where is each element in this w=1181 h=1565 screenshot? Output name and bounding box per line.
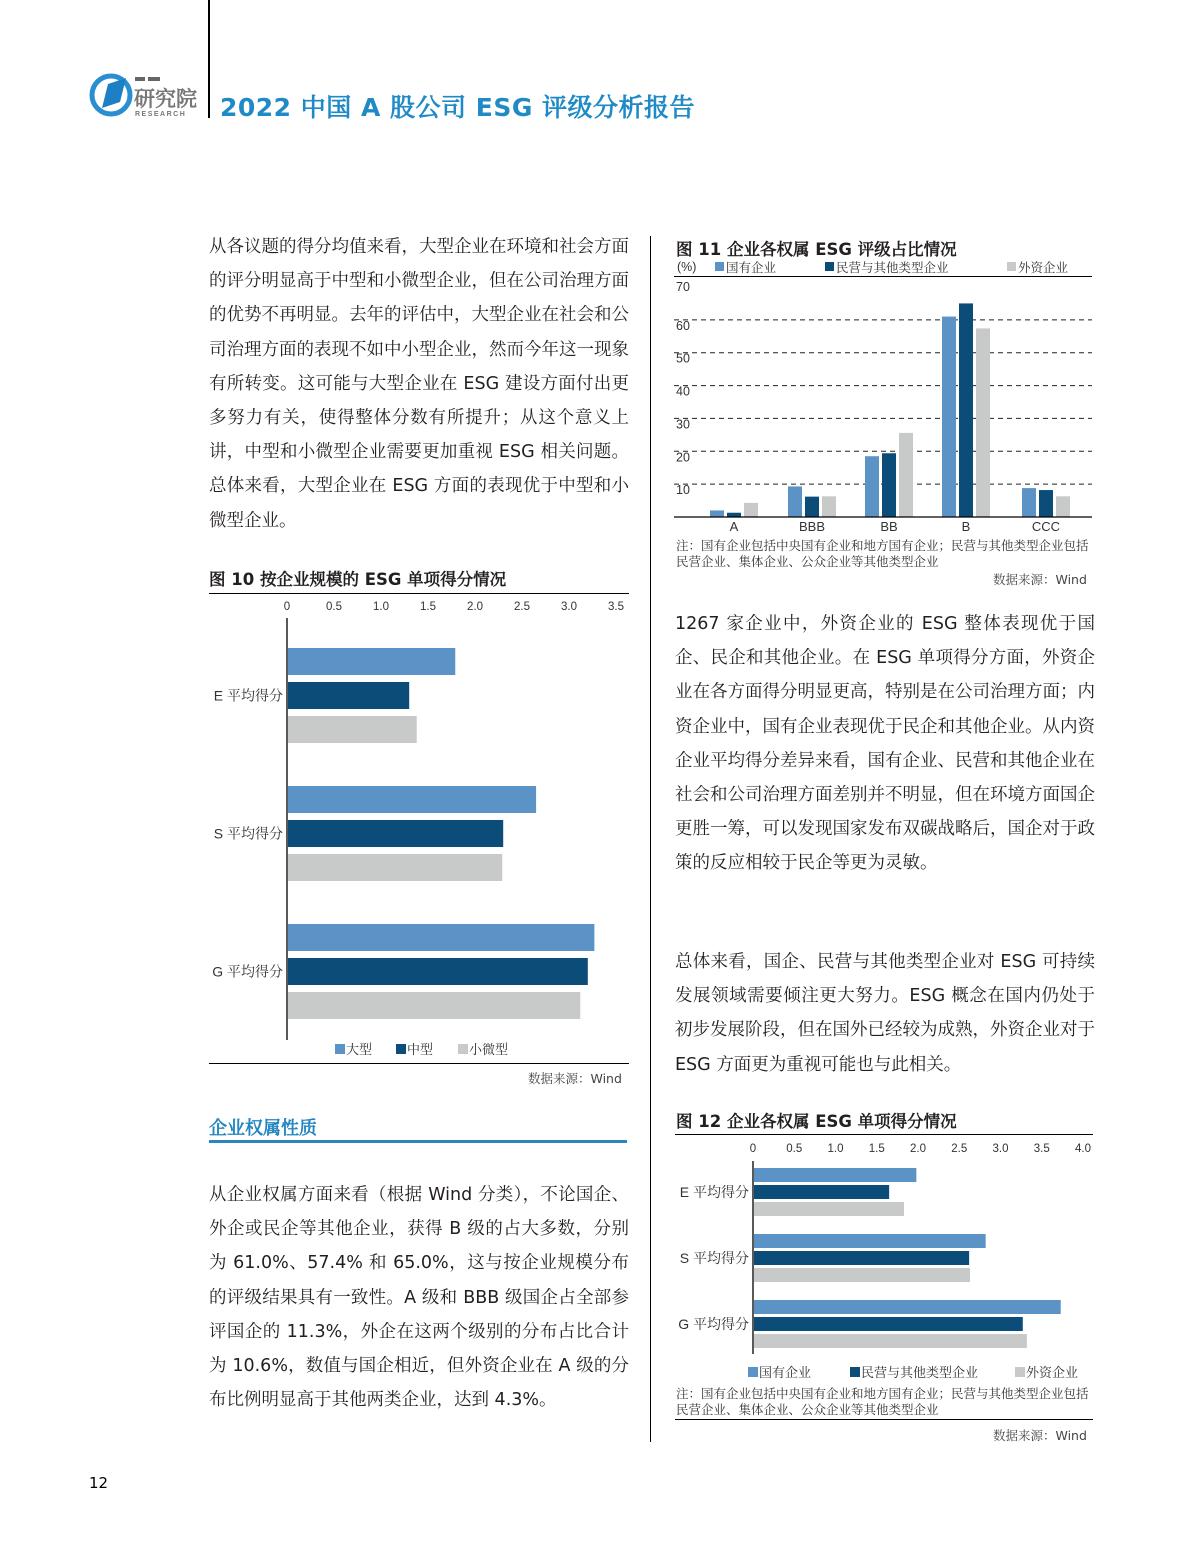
category-label: S 平均得分 (679, 1250, 749, 1266)
section-heading-rule (209, 1140, 627, 1143)
bar (288, 958, 588, 985)
bar (1039, 490, 1053, 517)
legend-swatch (335, 1044, 345, 1054)
logo (88, 72, 206, 118)
figure-11-chart (670, 256, 1095, 538)
bar (288, 854, 502, 881)
x-tick-label: BBB (798, 519, 826, 534)
y-tick-label: 40 (676, 384, 690, 399)
bar (754, 1334, 1027, 1348)
page-number: 12 (89, 1474, 109, 1492)
bar (805, 497, 819, 517)
diamond-swoosh-logo-icon (88, 72, 206, 118)
x-tick-label: 2.0 (910, 1143, 926, 1155)
x-tick-label: 2.5 (951, 1143, 968, 1155)
x-tick-label: 1.0 (373, 601, 389, 613)
logo-text: 研究院 (134, 88, 197, 111)
figure-11-source: 数据来源：Wind (993, 572, 1087, 587)
legend-label: 中型 (407, 1042, 434, 1057)
figure-11-title: 图 11 企业各权属 ESG 评级占比情况 (676, 240, 957, 259)
legend-swatch (715, 262, 724, 271)
figure-12-chart (660, 1136, 1100, 1384)
legend-label: 大型 (346, 1042, 373, 1057)
body-paragraph: 总体来看，国企、民营与其他类型企业对 ESG 可持续发展领域需要倾注更大努力。ESG 概念在国内仍处于初步发展阶段，但在国外已经较为成熟，外资企业对于 ESG 方面更为重视可能也与此相关。 (675, 952, 1095, 1075)
bar (288, 648, 455, 675)
x-tick-label: 0 (749, 1143, 757, 1155)
bar (865, 456, 879, 517)
legend-label: 外资企业 (1026, 1365, 1079, 1380)
legend-swatch (748, 1367, 758, 1377)
x-tick-label: 2.0 (467, 601, 483, 613)
bar (754, 1168, 916, 1182)
legend-swatch (396, 1044, 406, 1054)
section-heading: 企业权属性质 (209, 1118, 317, 1139)
category-label: G 平均得分 (678, 1316, 749, 1332)
figure-10-top-rule (209, 593, 629, 594)
report-title: 2022 中国 A 股公司 ESG 评级分析报告 (220, 93, 696, 122)
x-tick-label: 1.0 (827, 1143, 844, 1155)
bar (754, 1268, 970, 1282)
bar (288, 924, 594, 951)
legend-label: 外资企业 (1018, 261, 1069, 275)
x-tick-label: 1.5 (868, 1143, 885, 1155)
logo-subtext: RESEARCH (135, 111, 187, 118)
bar (288, 786, 536, 813)
category-label: E 平均得分 (679, 1184, 749, 1200)
y-unit-label: (%) (677, 260, 697, 274)
legend-swatch (1015, 1367, 1025, 1377)
x-tick-label: A (729, 519, 739, 534)
x-tick-label: 1.5 (420, 601, 436, 613)
y-tick-label: 20 (676, 450, 690, 465)
figure-12-source: 数据来源：Wind (993, 1428, 1087, 1443)
bar (942, 317, 956, 517)
body-paragraph: 1267 家企业中，外资企业的 ESG 整体表现优于国企、民企和其他企业。在 ESG 单项得分方面，外资企业在各方面得分明显更高，特别是在公司治理方面；内资企业中，国有企业表现优于民企和其他企业。从内资企业平均得分差异来看，国有企业、民营和其他企业在社会和公司治理方面差别并不明显，但在环境方面国企更胜一筹，可以发现国家发布双碳战略后，国企对于政策的反应相较于民企等更为灵敏。 (675, 614, 1095, 874)
x-tick-label: 3.5 (608, 601, 624, 613)
bar (754, 1251, 969, 1265)
y-tick-label: 50 (676, 351, 690, 366)
figure-12-bottom-rule (675, 1419, 1093, 1420)
category-label: G 平均得分 (212, 963, 283, 980)
figure-10-source: 数据来源：Wind (528, 1071, 622, 1086)
y-tick-label: 60 (676, 318, 690, 333)
bar (754, 1202, 904, 1216)
bar (788, 486, 802, 517)
y-tick-label: 30 (676, 417, 690, 432)
x-tick-label: CCC (1031, 519, 1061, 534)
column-divider (650, 236, 651, 1442)
x-tick-label: 2.5 (514, 601, 530, 613)
legend-label: 小微型 (469, 1042, 509, 1057)
figure-10-title: 图 10 按企业规模的 ESG 单项得分情况 (209, 570, 507, 589)
legend-swatch (825, 262, 834, 271)
figure-11-note: 注：国有企业包括中央国有企业和地方国有企业；民营与其他类型企业包括民营企业、集体企业、公众企业等其他类型企业 (676, 538, 1089, 569)
bar (754, 1300, 1061, 1314)
x-tick-label: 3.0 (992, 1143, 1009, 1155)
x-tick-label: 0.5 (786, 1143, 803, 1155)
legend-swatch (850, 1367, 860, 1377)
category-label: S 平均得分 (213, 825, 283, 842)
y-tick-label: 10 (676, 483, 690, 498)
bar (1022, 488, 1036, 517)
legend-label: 民营与其他类型企业 (836, 261, 949, 275)
x-tick-label: 0 (283, 601, 291, 613)
legend-swatch (458, 1044, 468, 1054)
bar (754, 1317, 1023, 1331)
figure-12-top-rule (675, 1134, 1093, 1135)
bar (899, 433, 913, 517)
bar (976, 328, 990, 517)
body-paragraph: 从企业权属方面来看（根据 Wind 分类），不论国企、外企或民企等其他企业，获得 B 级的占大多数，分别为 61.0%、57.4% 和 65.0%，这与按企业规模分布的评级结果具有一致性。A 级和 BBB 级国企占全部参评国企的 11.3%，外企在这两个级别的分布占比合计为 10.6%，数值与国企相近，但外资企业在 A 级的分布比例明显高于其他两类企业，达到 4.3%。 (209, 1185, 629, 1411)
x-tick-label: B (961, 519, 971, 534)
bar (288, 820, 503, 847)
legend-label: 民营与其他类型企业 (861, 1365, 979, 1380)
header-vertical-rule (208, 0, 210, 118)
bar (727, 513, 741, 517)
bar (754, 1185, 889, 1199)
x-tick-label: 3.0 (561, 601, 577, 613)
bar (288, 716, 417, 743)
legend-label: 国有企业 (759, 1365, 812, 1380)
category-label: E 平均得分 (213, 687, 283, 704)
bar (710, 510, 724, 517)
bar (754, 1234, 986, 1248)
x-tick-label: BB (880, 519, 898, 534)
figure-12-title: 图 12 企业各权属 ESG 单项得分情况 (676, 1112, 957, 1131)
figure-12-note: 注：国有企业包括中央国有企业和地方国有企业；民营与其他类型企业包括民营企业、集体企业、公众企业等其他类型企业 (676, 1386, 1089, 1417)
x-tick-label: 3.5 (1033, 1143, 1050, 1155)
body-paragraph: 从各议题的得分均值来看，大型企业在环境和社会方面的评分明显高于中型和小微型企业，但在公司治理方面的优势不再明显。去年的评估中，大型企业在社会和公司治理方面的表现不如中小型企业，然而今年这一现象有所转变。这可能与大型企业在 ESG 建设方面付出更多努力有关，使得整体分数有所提升；从这个意义上讲，中型和小微型企业需要更加重视 ESG 相关问题。总体来看，大型企业在 ESG 方面的表现优于中型和小微型企业。 (209, 237, 629, 531)
bar (822, 496, 836, 517)
y-tick-label: 70 (676, 280, 690, 294)
legend-label: 国有企业 (726, 261, 777, 275)
bar (288, 992, 580, 1019)
x-tick-label: 0.5 (326, 601, 342, 613)
bar (288, 682, 409, 709)
bar (959, 303, 973, 517)
figure-10-bottom-rule (209, 1063, 629, 1064)
bar (744, 503, 758, 517)
bar (882, 453, 896, 517)
x-tick-label: 4.0 (1075, 1143, 1091, 1155)
bar (1056, 496, 1070, 517)
figure-10-chart (200, 595, 640, 1065)
legend-swatch (1007, 262, 1016, 271)
